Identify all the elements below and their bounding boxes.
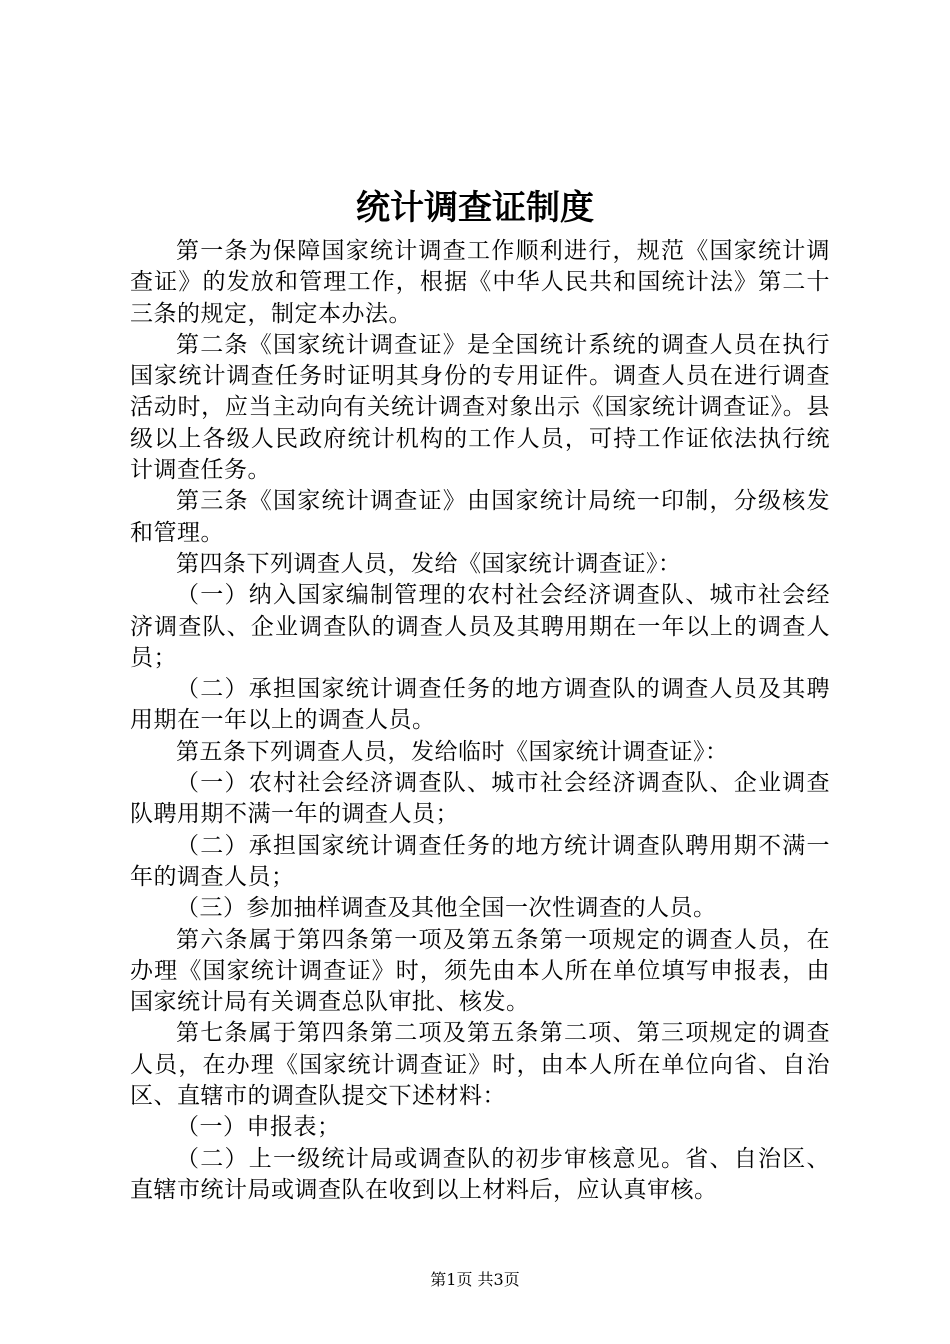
- article-5-item-1: （一）农村社会经济调查队、城市社会经济调查队、企业调查队聘用期不满一年的调查人员；: [130, 770, 830, 828]
- article-4-paragraph: 第四条下列调查人员，发给《国家统计调查证》：: [176, 550, 682, 577]
- article-5-item-3: （三）参加抽样调查及其他全国一次性调查的人员。: [176, 895, 717, 922]
- page-footer: [0, 1270, 950, 1290]
- article-5-item-2: （二）承担国家统计调查任务的地方统计调查队聘用期不满一年的调查人员；: [130, 832, 830, 890]
- article-5-paragraph: 第五条下列调查人员，发给临时《国家统计调查证》：: [176, 738, 729, 765]
- article-7-paragraph: 第七条属于第四条第二项及第五条第二项、第三项规定的调查人员，在办理《国家统计调查证》时，由本人所在单位向省、自治区、直辖市的调查队提交下述材料：: [130, 1020, 830, 1110]
- document-title: 统计调查证制度: [356, 188, 594, 228]
- article-6-paragraph: 第六条属于第四条第一项及第五条第一项规定的调查人员，在办理《国家统计调查证》时，须先由本人所在单位填写申报表，由国家统计局有关调查总队审批、核发。: [130, 926, 830, 1016]
- article-2-paragraph: 第二条《国家统计调查证》是全国统计系统的调查人员在执行国家统计调查任务时证明其身份的专用证件。调查人员在进行调查活动时，应当主动向有关统计调查对象出示《国家统计调查证》。县级以上各级人民政府统计机构的工作人员，可持工作证依法执行统计调查任务。: [130, 331, 830, 484]
- document-body: [130, 236, 830, 1206]
- article-4-item-1: （一）纳入国家编制管理的农村社会经济调查队、城市社会经济调查队、企业调查队的调查人员及其聘用期在一年以上的调查人员；: [130, 582, 830, 671]
- article-7-item-1: （一）申报表；: [176, 1114, 341, 1141]
- article-3-paragraph: 第三条《国家统计调查证》由国家统计局统一印制，分级核发和管理。: [130, 488, 830, 546]
- article-7-item-2: （二）上一级统计局或调查队的初步审核意见。省、自治区、直辖市统计局或调查队在收到以上材料后，应认真审核。: [130, 1145, 830, 1203]
- article-1-paragraph: 第一条为保障国家统计调查工作顺利进行，规范《国家统计调查证》的发放和管理工作，根据《中华人民共和国统计法》第二十三条的规定，制定本办法。: [130, 238, 830, 327]
- page-number: 第1页 共3页: [430, 1270, 520, 1289]
- article-4-item-2: （二）承担国家统计调查任务的地方调查队的调查人员及其聘用期在一年以上的调查人员。: [130, 676, 830, 734]
